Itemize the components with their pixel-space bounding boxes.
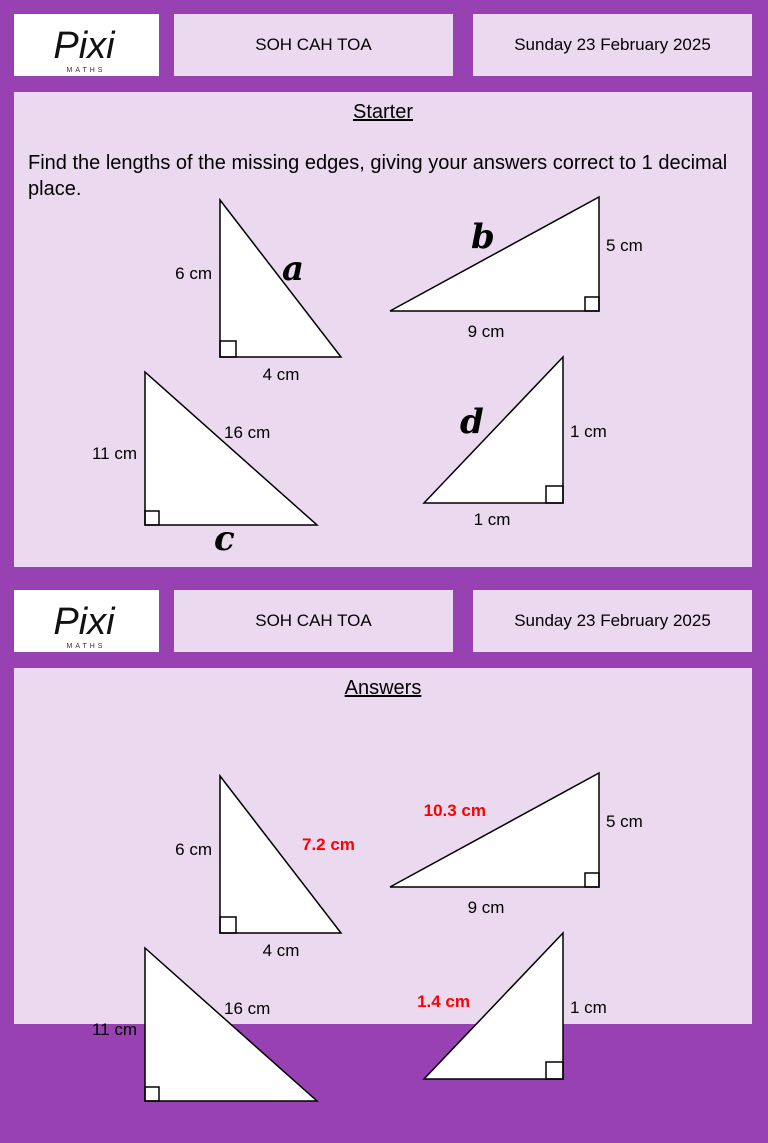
- logo-box-2: [14, 590, 159, 652]
- date-box-2: [473, 590, 752, 652]
- triangle-b-side2: 9 cm: [467, 898, 505, 917]
- triangle-c-var: c: [214, 519, 235, 559]
- date-label: Sunday 23 February 2025: [514, 35, 711, 54]
- answer-triangle-a: [175, 776, 355, 960]
- triangle-b-answer: 10.3 cm: [423, 801, 486, 820]
- pixi-maths-logo: [14, 590, 159, 652]
- triangle-b-side1: 5 cm: [606, 812, 643, 831]
- pixi-maths-logo: [14, 14, 159, 76]
- triangle-d-var: d: [460, 402, 484, 442]
- triangle-d: [424, 357, 607, 529]
- triangle-b-side2: 9 cm: [467, 322, 505, 341]
- triangle-d-side1: 1 cm: [570, 998, 607, 1017]
- triangle-b-var: b: [471, 217, 495, 257]
- logo-text: Pixi: [53, 25, 115, 67]
- triangle-a-side1: 6 cm: [175, 840, 212, 859]
- triangle-a-answer: 7.2 cm: [302, 835, 355, 854]
- triangle-c-side1: 11 cm: [91, 444, 137, 463]
- starter-panel: [14, 92, 752, 567]
- triangle-c-side2: 16 cm: [224, 423, 271, 442]
- topic-box-2: [174, 590, 453, 652]
- answer-triangle-c: [92, 948, 317, 1101]
- answers-panel: [14, 668, 752, 1039]
- topic-label: SOH CAH TOA: [255, 35, 372, 54]
- topic-box-1: [174, 14, 453, 76]
- triangle-c-side1: 11 cm: [91, 1020, 137, 1039]
- date-label: Sunday 23 February 2025: [514, 611, 711, 630]
- topic-label: SOH CAH TOA: [255, 611, 372, 630]
- answers-diagram: [14, 668, 752, 1143]
- triangle-b: [390, 197, 643, 341]
- logo-subtext: MATHS: [66, 643, 106, 650]
- date-box-1: [473, 14, 752, 76]
- logo-text: Pixi: [53, 601, 115, 643]
- triangle-d-side1: 1 cm: [570, 422, 607, 441]
- triangle-a: [175, 200, 341, 384]
- triangle-a-side1: 6 cm: [175, 264, 212, 283]
- triangle-d-side2: 1 cm: [473, 510, 511, 529]
- starter-diagram: [14, 92, 752, 567]
- triangle-d-answer: 1.4 cm: [417, 992, 470, 1011]
- triangle-a-var: a: [282, 249, 305, 289]
- answer-triangle-b: [390, 773, 643, 917]
- starter-title: Starter: [352, 101, 414, 123]
- answers-title: Answers: [344, 677, 422, 699]
- answer-triangle-d: [417, 933, 607, 1079]
- logo-subtext: MATHS: [66, 67, 106, 74]
- triangle-a-side2: 4 cm: [262, 365, 300, 384]
- logo-box-1: [14, 14, 159, 76]
- triangle-c-side2: 16 cm: [224, 999, 271, 1018]
- triangle-a-side2: 4 cm: [262, 941, 300, 960]
- starter-question: Find the lengths of the missing edges, giving your answers correct to 1 decimal place.: [28, 152, 728, 200]
- triangle-c: [92, 372, 317, 559]
- triangle-b-side1: 5 cm: [606, 236, 643, 255]
